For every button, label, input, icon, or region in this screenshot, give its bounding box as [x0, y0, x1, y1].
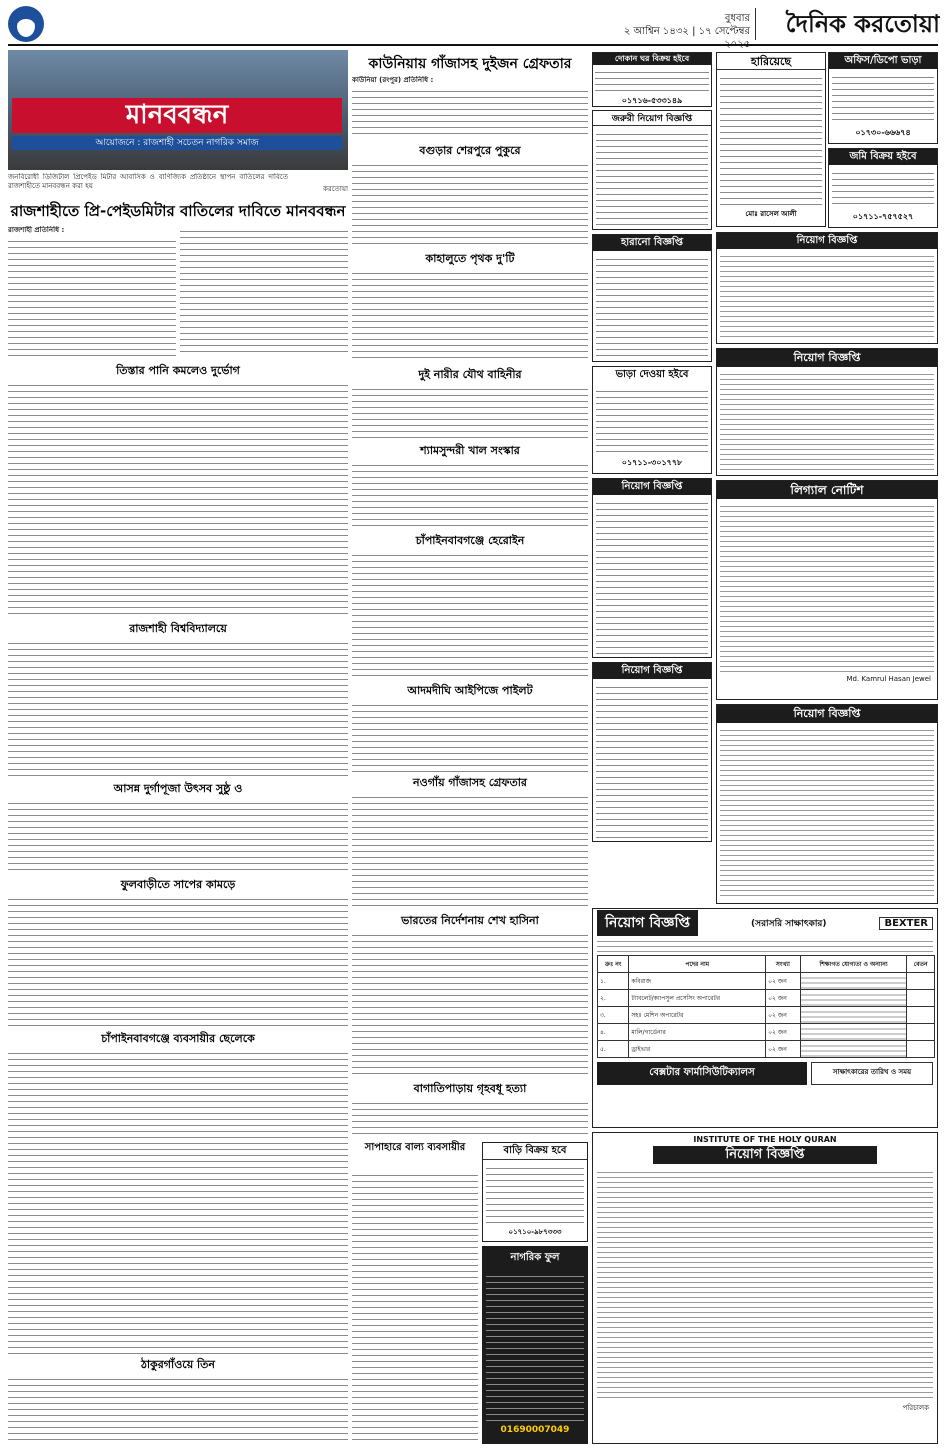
ad-land-sale-title: জমি বিক্রয় হইবে	[829, 149, 937, 165]
ad-office-rent-phone: ০১৭৩০-৬৬৬৭৪	[855, 128, 911, 137]
headline-kaunia: কাউনিয়ায় গাঁজাসহ দুইজন গ্রেফতার	[368, 56, 572, 72]
ad-house-sale-phone: ০১৭১০-৯৮৭৩৩৩	[508, 1228, 562, 1236]
cell-title: মালি/গার্ডেনার	[629, 1024, 766, 1041]
brand-logo-icon	[8, 6, 44, 42]
ad-rent	[592, 366, 712, 474]
headline-sapahar: সাপাহারে বাল্য ব্যবসায়ীর	[364, 1142, 466, 1153]
spacer	[352, 362, 353, 363]
cell-count: ০২ জন	[766, 1007, 801, 1024]
headline-naogaon-ganja: নওগাঁয় গাঁজাসহ গ্রেফতার	[413, 776, 527, 789]
ad-lost-2	[716, 52, 826, 227]
ad-shop-sale-title: দোকান ঘর বিক্রয় হইবে	[593, 53, 711, 65]
quran-hire-title: নিয়োগ বিজ্ঞপ্তি	[653, 1146, 877, 1164]
ad-nagorik-phone: 01690007049	[500, 1425, 570, 1435]
article-body-bagatipara	[352, 1098, 588, 1138]
article-body-thakurgaon	[8, 1374, 348, 1444]
ad-hire-2	[592, 478, 712, 658]
bexter-table	[597, 955, 935, 1058]
header-rule	[8, 44, 938, 46]
ad-hire-notice-title: নিয়োগ বিজ্ঞপ্তি	[717, 233, 937, 249]
article-body-kaunia	[352, 86, 588, 138]
ad-rent-title: ভাড়া দেওয়া হইবে	[615, 369, 689, 380]
headline-bogura-drown: বগুড়ার শেরপুরে পুকুরে	[419, 144, 521, 157]
table-row	[598, 990, 935, 1007]
article-body-kahalu	[352, 268, 588, 363]
cell-salary	[907, 990, 935, 1007]
ad-hire-notice-body	[720, 252, 934, 340]
ad-nagorik	[482, 1246, 588, 1444]
ad-hire-notice-2-body	[720, 370, 934, 470]
quran-institute-name: INSTITUTE OF THE HOLY QURAN	[693, 1135, 837, 1144]
article-body-hasina	[352, 930, 588, 1078]
ad-hire-notice-2-title: নিয়োগ বিজ্ঞপ্তি	[717, 349, 937, 367]
weekday: বুধবার	[724, 13, 750, 24]
cell-no: ২.	[598, 990, 629, 1007]
table-row	[598, 1024, 935, 1041]
masthead: দৈনিক করতোয়া	[785, 9, 940, 38]
photo-caption: জনবিরোধী ডিজিটাল প্রিপেইড মিটার আবাসিক ও বাণিজ্যিক প্রতিষ্ঠানে স্থাপন বাতিলের দাবিতে রাজশাহীতে মানববন্ধন করা হয়	[8, 173, 288, 190]
ad-hire-3	[592, 662, 712, 842]
ad-shop-sale-phone: ০১৭১৬-৫৩৩১৪৯	[621, 96, 683, 105]
cell-qual	[800, 1041, 907, 1058]
cell-no: ১.	[598, 973, 629, 990]
headline-rajshahi: রাজশাহীতে প্রি-পেইডমিটার বাতিলের দাবিতে মানববন্ধন	[10, 202, 346, 220]
bexter-hire-title: নিয়োগ বিজ্ঞপ্তি	[597, 910, 698, 936]
cell-qual	[800, 1024, 907, 1041]
ad-urgent-hire-title: জরুরী নিয়োগ বিজ্ঞপ্তি	[593, 111, 711, 126]
article-body-rajshahi-2	[180, 226, 348, 356]
cell-title: ড্রাইভার	[629, 1041, 766, 1058]
quran-signer: পরিচালক	[902, 1404, 929, 1412]
table-row	[598, 1007, 935, 1024]
bexter-interview: সাক্ষাৎকারের তারিখ ও সময়	[811, 1062, 933, 1085]
ad-legal-notice-body	[720, 502, 934, 672]
headline-kahalu: কাহালুতে পৃথক দু'টি	[425, 252, 515, 265]
ad-land-sale-body	[832, 168, 934, 208]
cell-salary	[907, 1041, 935, 1058]
ad-hire-3-title: নিয়োগ বিজ্ঞপ্তি	[593, 663, 711, 679]
cell-count: ০২ জন	[766, 1041, 801, 1058]
cell-count: ০২ জন	[766, 1024, 801, 1041]
article-body-bogura-drown	[352, 160, 588, 248]
headline-thakurgaon: ঠাকুরগাঁওয়ে তিন	[140, 1358, 215, 1371]
article-body-chapai-heroin	[352, 550, 588, 680]
ad-hire-notice-3-body	[720, 726, 934, 900]
headline-joint-forces: দুই নারীর যৌথ বাহিনীর	[418, 368, 522, 381]
headline-university: রাজশাহী বিশ্ববিদ্যালয়ে	[129, 622, 227, 635]
date-full: ২ আশ্বিন ১৪৩২ | ১৭ সেপ্টেম্বর	[623, 26, 750, 37]
bexter-hire-sub: (সরাসরি সাক্ষাৎকার)	[751, 918, 827, 929]
ad-hire-2-body	[596, 498, 708, 654]
article-body-sapahar	[352, 1170, 478, 1444]
ad-house-sale-body	[486, 1163, 584, 1223]
bexter-logo: BEXTER	[879, 917, 933, 930]
photo-organizer: আয়োজনে : রাজশাহী সচেতন নাগরিক সমাজ	[12, 136, 342, 150]
ad-rent-body	[596, 386, 708, 454]
header-divider	[755, 8, 756, 40]
ad-hire-notice-2	[716, 348, 938, 476]
ad-office-rent-title: অফিস/ডিপো ভাড়া	[829, 53, 937, 69]
article-body-chapai-trader	[8, 1048, 348, 1354]
ad-land-sale-phone: ০১৭১১-৭৫৭৫২৭	[852, 212, 914, 221]
table-row	[598, 973, 935, 990]
spacer-2	[262, 362, 350, 363]
bexter-intro	[597, 937, 933, 953]
headline-durga: আসন্ন দুর্গাপূজা উৎসব সুষ্ঠু ও	[113, 782, 243, 795]
article-body-durga	[8, 798, 348, 873]
ad-nagorik-body	[486, 1271, 584, 1421]
ad-lost-2-contact: মোঃ রাসেল আলী	[745, 210, 797, 218]
ad-urgent-hire	[592, 110, 712, 230]
cell-title: সহঃ মেশিন অপারেটর	[629, 1007, 766, 1024]
table-row	[598, 1041, 935, 1058]
ad-lost-2-title: হারিয়েছে	[717, 53, 825, 70]
article-body-phulbari	[8, 894, 348, 1026]
bexter-col-salary: বেতন	[907, 956, 935, 973]
headline-teesta: তিস্তার পানি কমলেও দুর্ভোগ	[116, 364, 240, 377]
ad-lost-body	[596, 254, 708, 358]
ad-quran-institute	[592, 1132, 938, 1444]
ad-hire-3-body	[596, 682, 708, 838]
ad-hire-2-title: নিয়োগ বিজ্ঞপ্তি	[593, 479, 711, 495]
cell-no: ৫.	[598, 1041, 629, 1058]
bexter-company: বেক্সটার ফার্মাসিউটিক্যালস	[597, 1062, 807, 1085]
cell-salary	[907, 1024, 935, 1041]
photo-credit: করতোয়া	[323, 185, 348, 193]
cell-qual	[800, 973, 907, 990]
ad-office-rent-body	[832, 72, 934, 124]
ad-bexter	[592, 908, 938, 1128]
headline-hasina: ভারতের নির্দেশনায় শেখ হাসিনা	[401, 914, 539, 927]
cell-title: কবিরাজ	[629, 973, 766, 990]
ad-legal-signer: Md. Kamrul Hasan Jewel	[846, 675, 931, 683]
cell-no: ৪.	[598, 1024, 629, 1041]
ad-land-sale	[828, 148, 938, 228]
headline-chapai-heroin: চাঁপাইনবাবগঞ্জে হেরোইন	[415, 534, 525, 547]
article-body-shyam	[352, 460, 588, 530]
ad-hire-notice-3	[716, 704, 938, 904]
headline-adamdighi: আদমদীঘি আইপিজে পাইলট	[407, 684, 533, 697]
cell-qual	[800, 1007, 907, 1024]
cell-title: ট্যাবলেট/ক্যাপসুল প্রসেসিং অপারেটর	[629, 990, 766, 1007]
photo-banner: মানববন্ধন	[12, 98, 342, 133]
headline-chapai-trader: চাঁপাইনবাবগঞ্জে ব্যবসায়ীর ছেলেকে	[101, 1032, 255, 1045]
ad-lost	[592, 234, 712, 362]
headline-bagatipara: বাগাতিপাড়ায় গৃহবধূ হত্যা	[413, 1082, 527, 1095]
ad-lost-2-body	[720, 73, 822, 205]
quran-hire-body	[597, 1168, 933, 1398]
headline-phulbari: ফুলবাড়ীতে সাপের কামড়ে	[120, 878, 236, 891]
article-body-adamdighi	[352, 700, 588, 772]
bexter-table-header	[598, 956, 935, 973]
cell-salary	[907, 1007, 935, 1024]
article-body-rajshahi-1	[8, 236, 176, 356]
ad-legal-notice	[716, 480, 938, 700]
ad-house-sale	[482, 1142, 588, 1242]
cell-no: ৩.	[598, 1007, 629, 1024]
article-body-teesta	[8, 380, 348, 618]
cell-salary	[907, 973, 935, 990]
article-body-naogaon-ganja	[352, 792, 588, 910]
ad-office-rent	[828, 52, 938, 144]
ad-hire-notice-3-title: নিয়োগ বিজ্ঞপ্তি	[717, 705, 937, 723]
ad-house-sale-title: বাড়ি বিক্রয় হবে	[483, 1143, 587, 1160]
ad-rent-phone: ০১৭১১-৩০১৭৭৮	[621, 458, 683, 467]
headline-shyam: শ্যামসুন্দরী খাল সংস্কার	[420, 444, 520, 457]
bexter-col-no: ক্রঃ নং	[598, 956, 629, 973]
byline-kaunia: কাউনিয়া (রংপুর) প্রতিনিধি :	[352, 76, 434, 84]
bexter-col-qual: শিক্ষাগত যোগ্যতা ও অন্যান্য	[800, 956, 907, 973]
ad-shop-sale	[592, 52, 712, 107]
bexter-col-count: সংখ্যা	[766, 956, 801, 973]
article-body-joint-forces	[352, 384, 588, 440]
ad-hire-notice	[716, 232, 938, 344]
byline-rajshahi: রাজশাহী প্রতিনিধি :	[8, 226, 65, 234]
cell-count: ০২ জন	[766, 990, 801, 1007]
ad-nagorik-title: নাগরিক ফুল	[510, 1252, 560, 1263]
ad-urgent-hire-body	[596, 129, 708, 227]
ad-legal-notice-title: লিগ্যাল নোটিশ	[717, 481, 937, 499]
article-body-university	[8, 638, 348, 778]
ad-lost-title: হারানো বিজ্ঞপ্তি	[593, 235, 711, 251]
ad-shop-sale-body	[595, 67, 709, 93]
bexter-col-title: পদের নাম	[629, 956, 766, 973]
cell-qual	[800, 990, 907, 1007]
cell-count: ০২ জন	[766, 973, 801, 990]
